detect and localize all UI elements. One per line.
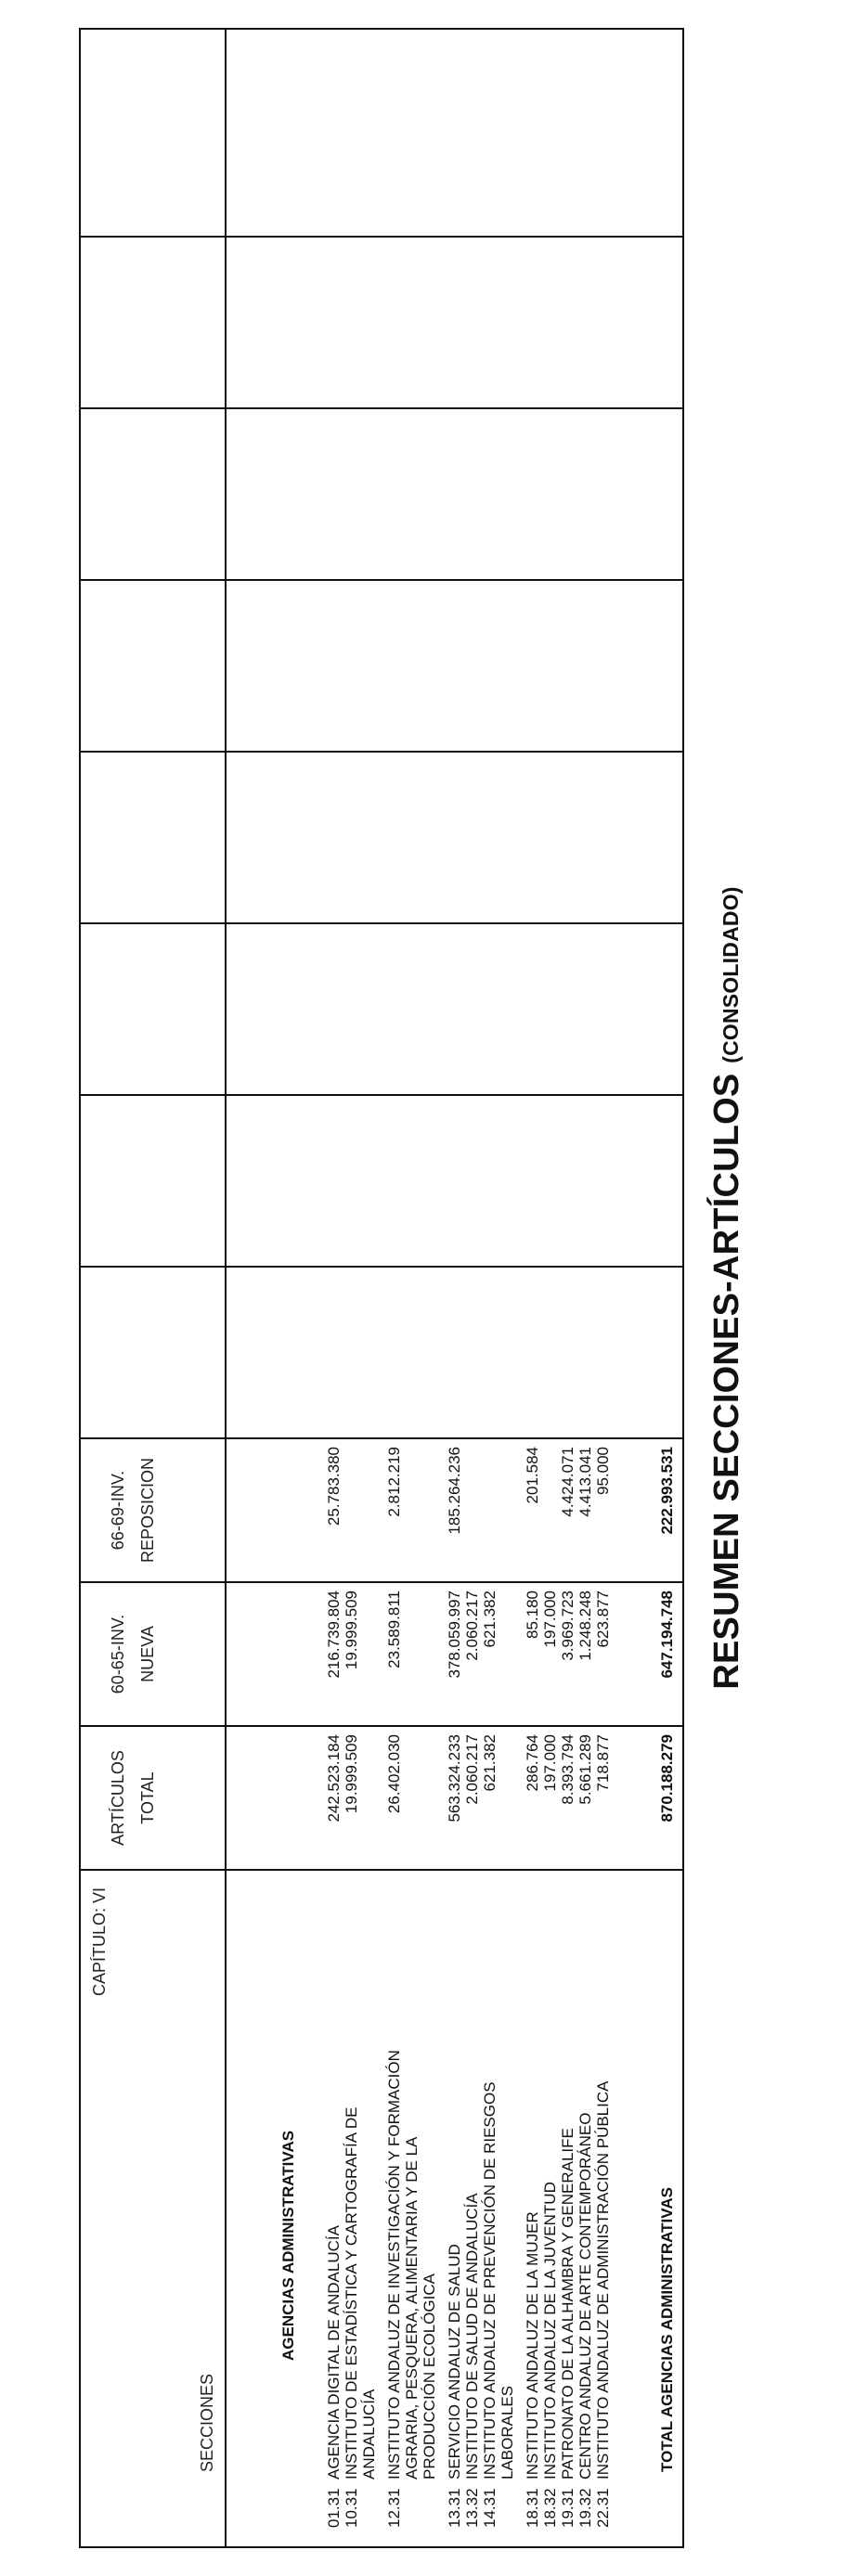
column-divider <box>81 1869 682 1871</box>
page-title <box>707 0 747 2576</box>
row-total: 2.060.217 <box>463 1734 481 1805</box>
row-nueva: 2.060.217 <box>463 1591 481 1661</box>
row-section-name: PRODUCCIÓN ECOLÓGICA <box>421 2273 438 2479</box>
row-nueva: 216.739.804 <box>325 1591 343 1679</box>
column-divider <box>81 1725 682 1727</box>
row-nueva: 197.000 <box>541 1591 559 1648</box>
row-section-name: INSTITUTO ANDALUZ DE INVESTIGACIÓN Y FORMACIÓN <box>385 2050 403 2479</box>
col-nueva-line2: NUEVA <box>138 1626 157 1682</box>
row-section-name: INSTITUTO DE SALUD DE ANDALUCÍA <box>463 2193 481 2479</box>
row-code: 19.32 <box>576 2488 594 2528</box>
row-section-name: ANDALUCÍA <box>360 2389 378 2479</box>
summary-table <box>79 28 684 2548</box>
row-nueva: 23.589.811 <box>385 1591 403 1668</box>
col-reposicion-line1: 66-69-INV. <box>109 1470 127 1551</box>
total-row-total: 870.188.279 <box>658 1734 676 1823</box>
row-code: 19.31 <box>559 2488 576 2528</box>
row-nueva: 378.059.997 <box>446 1591 463 1679</box>
row-nueva: 623.877 <box>594 1591 612 1648</box>
total-row-reposicion: 222.993.531 <box>658 1447 676 1535</box>
column-divider <box>81 1094 682 1096</box>
row-section-name: AGRARIA, PESQUERA, ALIMENTARIA Y DE LA <box>403 2136 421 2479</box>
row-nueva: 1.248.248 <box>576 1591 594 1661</box>
row-code: 18.31 <box>524 2488 541 2528</box>
row-total: 197.000 <box>541 1734 559 1792</box>
row-reposicion: 4.424.071 <box>559 1447 576 1517</box>
col-nueva-line1: 60-65-INV. <box>109 1614 127 1694</box>
subtitle-text: (CONSOLIDADO) <box>719 886 743 1063</box>
row-section-name: PATRONATO DE LA ALHAMBRA Y GENERALIFE <box>559 2128 576 2479</box>
column-divider <box>81 751 682 753</box>
group-title: AGENCIAS ADMINISTRATIVAS <box>279 2130 297 2361</box>
row-nueva: 19.999.509 <box>343 1591 360 1670</box>
row-total: 563.324.233 <box>446 1734 463 1823</box>
row-section-name: INSTITUTO ANDALUZ DE ADMINISTRACIÓN PÚBLICA <box>594 2080 612 2479</box>
column-divider <box>81 922 682 924</box>
column-divider <box>81 1437 682 1439</box>
row-total: 26.402.030 <box>385 1734 403 1814</box>
row-total: 242.523.184 <box>325 1734 343 1823</box>
row-reposicion: 4.413.041 <box>576 1447 594 1517</box>
sections-label: SECCIONES <box>198 2373 216 2472</box>
row-section-name: SERVICIO ANDALUZ DE SALUD <box>446 2244 463 2479</box>
row-section-name: AGENCIA DIGITAL DE ANDALUCÍA <box>325 2225 343 2479</box>
row-total: 718.877 <box>594 1734 612 1792</box>
column-divider <box>81 236 682 238</box>
row-section-name: INSTITUTO ANDALUZ DE LA MUJER <box>524 2211 541 2479</box>
row-section-name: INSTITUTO DE ESTADÍSTICA Y CARTOGRAFÍA DE <box>343 2106 360 2479</box>
column-divider <box>81 1266 682 1268</box>
row-code: 18.32 <box>541 2488 559 2528</box>
title-text: RESUMEN SECCIONES-ARTÍCULOS <box>707 1073 746 1690</box>
row-code: 14.31 <box>481 2488 499 2528</box>
col-total-line2: TOTAL <box>138 1771 157 1824</box>
row-nueva: 3.969.723 <box>559 1591 576 1661</box>
row-total: 5.661.289 <box>576 1734 594 1805</box>
row-reposicion: 185.264.236 <box>446 1447 463 1535</box>
row-total: 8.393.794 <box>559 1734 576 1805</box>
row-section-name: INSTITUTO ANDALUZ DE LA JUVENTUD <box>541 2182 559 2479</box>
total-row-label: TOTAL AGENCIAS ADMINISTRATIVAS <box>658 2187 676 2472</box>
row-code: 13.31 <box>446 2488 463 2528</box>
row-reposicion: 2.812.219 <box>385 1447 403 1517</box>
row-code: 10.31 <box>343 2488 360 2528</box>
row-code: 22.31 <box>594 2488 612 2528</box>
total-row-nueva: 647.194.748 <box>658 1591 676 1679</box>
row-code: 13.32 <box>463 2488 481 2528</box>
row-nueva: 85.180 <box>524 1591 541 1639</box>
row-total: 19.999.509 <box>343 1734 360 1814</box>
chapter-label: CAPÍTULO: VI <box>90 1887 109 1997</box>
col-total-line1: ARTÍCULOS <box>109 1750 127 1846</box>
column-divider <box>81 579 682 581</box>
row-section-name: INSTITUTO ANDALUZ DE PREVENCIÓN DE RIESGOS <box>481 2081 499 2479</box>
row-total: 286.764 <box>524 1734 541 1792</box>
col-reposicion-line2: REPOSICION <box>138 1457 157 1564</box>
column-divider <box>81 407 682 409</box>
row-reposicion: 95.000 <box>594 1447 612 1495</box>
row-reposicion: 25.783.380 <box>325 1447 343 1526</box>
row-code: 12.31 <box>385 2488 403 2528</box>
row-total: 621.382 <box>481 1734 499 1792</box>
column-divider <box>81 1581 682 1583</box>
row-nueva: 621.382 <box>481 1591 499 1648</box>
row-code: 01.31 <box>325 2488 343 2528</box>
row-section-name: LABORALES <box>499 2385 516 2479</box>
row-reposicion: 201.584 <box>524 1447 541 1504</box>
row-section-name: CENTRO ANDALUZ DE ARTE CONTEMPORÁNEO <box>576 2112 594 2479</box>
